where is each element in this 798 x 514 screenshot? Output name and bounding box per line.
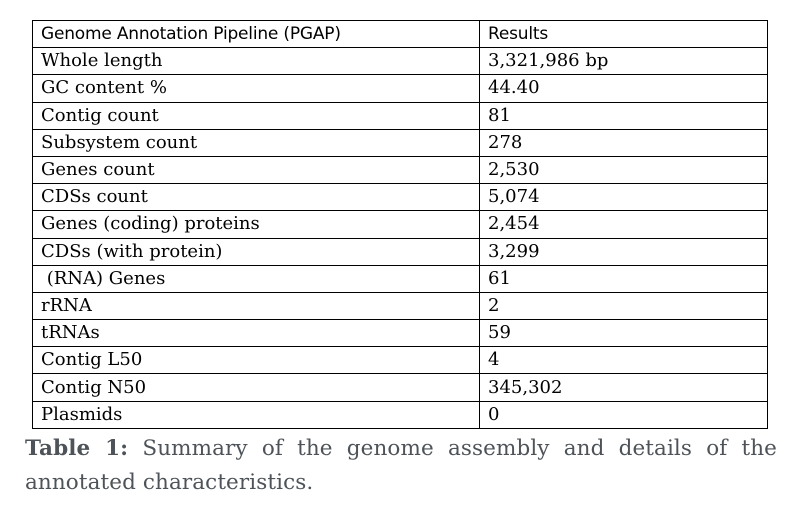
row-label: CDSs (with protein) (33, 238, 480, 265)
row-label: CDSs count (33, 184, 480, 211)
row-value: 4 (480, 347, 768, 374)
caption-text: Summary of the genome assembly and details of the annotated characteristics. (25, 436, 778, 495)
row-value: 3,321,986 bp (480, 48, 768, 75)
caption-label: Table 1: (25, 436, 129, 461)
table-header-row (33, 21, 768, 48)
row-label: Subsystem count (33, 129, 480, 156)
row-value: 345,302 (480, 374, 768, 401)
row-value: 2,454 (480, 211, 768, 238)
row-value: 278 (480, 129, 768, 156)
table-row (33, 156, 768, 183)
table-row (33, 75, 768, 102)
table-row (33, 265, 768, 292)
row-label: (RNA) Genes (33, 265, 480, 292)
row-label: Contig L50 (33, 347, 480, 374)
genome-annotation-table (32, 20, 768, 429)
column-header-pipeline: Genome Annotation Pipeline (PGAP) (33, 21, 480, 48)
table-row (33, 374, 768, 401)
row-label: Contig N50 (33, 374, 480, 401)
row-value: 3,299 (480, 238, 768, 265)
row-value: 0 (480, 401, 768, 428)
row-value: 2 (480, 292, 768, 319)
row-value: 59 (480, 320, 768, 347)
row-label: rRNA (33, 292, 480, 319)
row-label: Plasmids (33, 401, 480, 428)
table-row (33, 347, 768, 374)
table-row (33, 401, 768, 428)
row-label: tRNAs (33, 320, 480, 347)
row-value: 44.40 (480, 75, 768, 102)
row-value: 5,074 (480, 184, 768, 211)
table-row (33, 238, 768, 265)
table-row (33, 211, 768, 238)
table-row (33, 292, 768, 319)
row-label: Contig count (33, 102, 480, 129)
row-value: 2,530 (480, 156, 768, 183)
table-row (33, 129, 768, 156)
row-label: Genes (coding) proteins (33, 211, 480, 238)
table-row (33, 102, 768, 129)
row-label: Genes count (33, 156, 480, 183)
row-label: GC content % (33, 75, 480, 102)
table-row (33, 48, 768, 75)
table-row (33, 320, 768, 347)
row-label: Whole length (33, 48, 480, 75)
row-value: 81 (480, 102, 768, 129)
table-caption (25, 432, 777, 500)
column-header-results: Results (480, 21, 768, 48)
table-row (33, 184, 768, 211)
row-value: 61 (480, 265, 768, 292)
